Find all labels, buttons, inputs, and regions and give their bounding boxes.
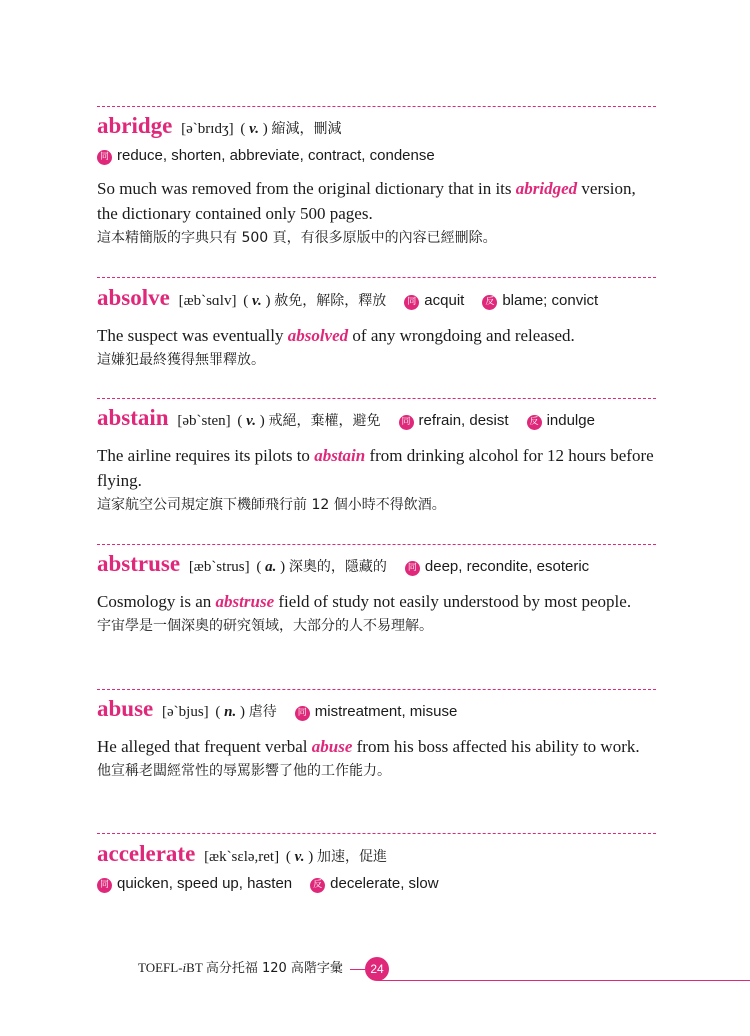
example-highlight: abstain (314, 446, 366, 465)
entry-divider (97, 833, 656, 834)
example-translation: 宇宙學是一個深奧的研究領域，大部分的人不易理解。 (97, 618, 433, 634)
entry-headline (97, 286, 657, 313)
part-of-speech: ( a. ) (256, 559, 286, 575)
headword: abstruse (97, 551, 181, 576)
synonym-badge-icon: 同 (97, 150, 112, 165)
example-text: The suspect was eventually (97, 326, 288, 345)
example-highlight: abridged (515, 179, 578, 198)
antonym-badge-icon: 反 (527, 415, 542, 430)
example-text: The airline requires its pilots to (97, 446, 315, 465)
footer-rule (378, 980, 750, 981)
relations-line (97, 144, 657, 168)
headword: abuse (97, 696, 154, 721)
entry-abridge (97, 114, 657, 250)
example-text: from drinking alcohol for 12 hours before flying. (97, 446, 654, 490)
part-of-speech: ( v. ) (243, 293, 271, 309)
example-translation: 這嫌犯最終獲得無罪釋放。 (97, 352, 265, 368)
example-sentence (97, 443, 657, 493)
entry-abstain (97, 406, 657, 517)
pronunciation: [əbˋsten] (177, 413, 231, 429)
book-prefix: TOEFL- (138, 960, 183, 975)
book-title: 高分托福 120 高階字彙 (205, 961, 343, 976)
pronunciation: [æbˋsɑlv] (178, 293, 237, 309)
entry-headline (97, 406, 657, 433)
synonyms: mistreatment, misuse (314, 703, 458, 720)
example-sentence (97, 734, 657, 759)
example-text: of any wrongdoing and released. (348, 326, 575, 345)
synonym-badge-icon: 同 (404, 295, 419, 310)
example-text: So much was removed from the original dictionary that in its (97, 179, 516, 198)
antonyms: blame; convict (502, 292, 599, 309)
meaning: 縮減，刪減 (271, 121, 342, 137)
synonyms: deep, recondite, esoteric (424, 558, 590, 575)
example-sentence (97, 176, 657, 226)
page-number: 24 (365, 957, 389, 981)
relations-line (97, 872, 657, 896)
entry-divider (97, 106, 656, 107)
part-of-speech: ( n. ) (215, 704, 245, 720)
example-translation: 這本精簡版的字典只有 500 頁，有很多原版中的內容已經刪除。 (97, 230, 497, 246)
entry-headline (97, 842, 657, 869)
book-bt: BT (186, 960, 206, 975)
example-text: Cosmology is an (97, 592, 216, 611)
entry-divider (97, 277, 656, 278)
antonym-badge-icon: 反 (482, 295, 497, 310)
synonyms: acquit (424, 292, 465, 309)
headword: abridge (97, 113, 173, 138)
meaning: 虐待 (248, 704, 277, 720)
entry-accelerate (97, 842, 657, 896)
meaning: 加速，促進 (316, 849, 387, 865)
example-sentence (97, 589, 657, 614)
footer-rule (350, 969, 365, 970)
example-text: from his boss affected his ability to work. (352, 737, 640, 756)
entry-abuse (97, 697, 657, 783)
entry-headline (97, 114, 657, 141)
entry-divider (97, 544, 656, 545)
headword: absolve (97, 285, 170, 310)
example-translation: 他宣稱老闆經常性的辱罵影響了他的工作能力。 (97, 763, 391, 779)
example-text: He alleged that frequent verbal (97, 737, 312, 756)
example-highlight: abstruse (215, 592, 275, 611)
synonym-badge-icon: 同 (97, 878, 112, 893)
meaning: 深奧的，隱藏的 (288, 559, 387, 575)
synonyms: refrain, desist (418, 412, 509, 429)
synonyms: reduce, shorten, abbreviate, contract, condense (117, 147, 435, 164)
example-text: field of study not easily understood by most people. (274, 592, 632, 611)
entry-abstruse (97, 552, 657, 638)
example-highlight: abuse (311, 737, 353, 756)
meaning: 赦免，解除，釋放 (274, 293, 387, 309)
part-of-speech: ( v. ) (237, 413, 265, 429)
antonyms: indulge (546, 412, 595, 429)
example-highlight: absolved (287, 326, 349, 345)
running-footer (138, 956, 343, 981)
book-i: i (182, 960, 187, 975)
part-of-speech: ( v. ) (240, 121, 268, 137)
headword: abstain (97, 405, 169, 430)
example-sentence (97, 323, 657, 348)
meaning: 戒絕，棄權，避免 (268, 413, 381, 429)
entry-divider (97, 398, 656, 399)
synonym-badge-icon: 同 (399, 415, 414, 430)
synonym-badge-icon: 同 (405, 561, 420, 576)
pronunciation: [əˋbjus] (162, 704, 209, 720)
entry-headline (97, 697, 657, 724)
example-translation: 這家航空公司規定旗下機師飛行前 12 個小時不得飲酒。 (97, 497, 446, 513)
part-of-speech: ( v. ) (285, 849, 314, 865)
pronunciation: [əˋbrɪdʒ] (181, 121, 234, 137)
synonym-badge-icon: 同 (295, 706, 310, 721)
antonym-badge-icon: 反 (310, 878, 325, 893)
synonyms: quicken, speed up, hasten (117, 875, 293, 892)
entry-headline (97, 552, 657, 579)
headword: accelerate (97, 841, 196, 866)
entry-divider (97, 689, 656, 690)
antonyms: decelerate, slow (330, 875, 439, 892)
pronunciation: [æbˋstrus] (188, 559, 250, 575)
pronunciation: [ækˋsɛlə,ret] (204, 849, 280, 865)
example-text: version, the dictionary contained only 500 pages. (97, 179, 636, 223)
entry-absolve (97, 286, 657, 372)
